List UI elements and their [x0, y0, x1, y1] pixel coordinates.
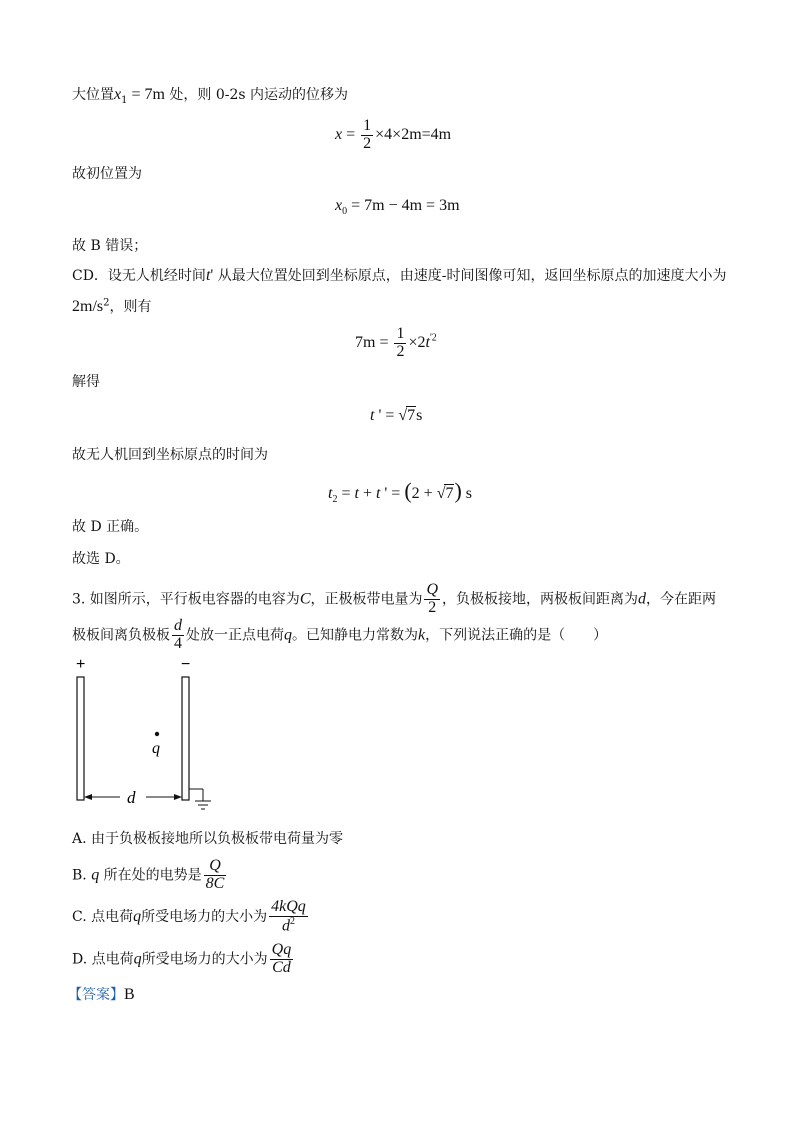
option-d	[72, 942, 295, 977]
answer-label: 【答案】	[68, 987, 124, 1003]
var: t	[370, 407, 375, 424]
label: D. 点电荷	[72, 951, 134, 968]
sub: 2	[332, 494, 338, 506]
text: 所受电场力的大小为	[141, 951, 268, 968]
solution-line-3: 故 B 错误；	[72, 238, 148, 254]
text: CD．设无人机经时间	[72, 268, 206, 284]
text: 大位置	[72, 87, 114, 103]
eq: = 7m	[127, 86, 165, 103]
numerator: Q	[426, 581, 439, 598]
negative-plate	[182, 677, 189, 800]
var-d: d	[638, 590, 647, 608]
paren-close: )	[454, 478, 462, 503]
option-c	[72, 899, 310, 935]
equation-1	[335, 118, 451, 153]
charge-dot	[155, 732, 159, 736]
denominator	[269, 916, 308, 935]
label: B.	[72, 867, 92, 884]
lhs: 7m =	[355, 333, 393, 351]
equation-2	[335, 197, 460, 217]
numerator: 1	[363, 117, 372, 134]
fraction	[269, 899, 308, 935]
positive-plate	[77, 677, 84, 800]
text: 3. 如图所示，平行板电容器的电容为	[72, 591, 300, 608]
paren-open: (	[404, 478, 412, 503]
text: 处，则 0-2s 内运动的位移为	[164, 87, 349, 103]
distance-label: d	[127, 788, 136, 807]
equation-5	[328, 478, 472, 505]
text: ，负极板接地，两极板间距离为	[442, 591, 639, 608]
ground-icon	[195, 801, 211, 809]
var-x: x	[114, 86, 122, 103]
text: ，则有	[109, 299, 152, 315]
text: 所在处的电势是	[99, 867, 202, 884]
answer-line	[68, 984, 135, 1004]
option-b	[72, 858, 228, 893]
var-k: k	[418, 626, 426, 644]
numerator: 4kQq	[271, 898, 306, 915]
eq: ' =	[380, 485, 405, 502]
solution-line-2: 故初位置为	[72, 166, 142, 182]
solution-line-5	[72, 296, 152, 316]
fraction	[172, 618, 184, 653]
var: t	[375, 485, 381, 502]
eq: =	[337, 485, 355, 502]
option-a: A. 由于负极板接地所以负极板带电荷量为零	[72, 831, 344, 847]
solution-line-1	[72, 84, 348, 106]
den-var: d	[281, 917, 290, 935]
numerator: d	[174, 617, 182, 634]
radicand: 7	[445, 485, 454, 502]
text: 处放一正点电荷	[186, 627, 284, 644]
numerator: Q	[209, 857, 221, 874]
var-C: C	[299, 590, 311, 608]
solution-line-6: 解得	[72, 374, 100, 390]
capacitor-figure	[60, 655, 230, 820]
sup: '2	[429, 332, 437, 344]
fraction	[361, 118, 373, 153]
var: t	[354, 485, 359, 502]
numerator: Qq	[271, 941, 292, 958]
equation-3	[355, 326, 437, 361]
solution-line-8: 故 D 正确。	[72, 519, 149, 535]
eq: =	[342, 125, 360, 143]
solution-line-4	[72, 265, 726, 285]
text: 。已知静电力常数为	[292, 627, 418, 644]
var-q: q	[91, 866, 100, 884]
text: ，下列说法正确的是（ ）	[425, 627, 608, 644]
var: t	[328, 485, 333, 502]
mid: ×2	[408, 333, 426, 351]
var-q: q	[133, 907, 142, 925]
radicand: 7	[407, 407, 416, 424]
var: t	[425, 333, 430, 351]
arrow-right-icon	[174, 794, 182, 800]
label: C. 点电荷	[72, 908, 134, 925]
text: 从最大位置处回到坐标原点，由速度-时间图像可知，返回坐标原点的加速度大小为	[213, 268, 727, 284]
charge-label: q	[152, 740, 160, 757]
solution-line-9: 故选 D。	[72, 551, 130, 567]
sup: 2	[103, 297, 110, 309]
solution-line-7: 故无人机回到坐标原点的时间为	[72, 447, 268, 463]
denominator: Cd	[270, 959, 294, 977]
denominator: 4	[174, 634, 182, 652]
sqrt: √7	[436, 485, 454, 502]
fraction	[394, 326, 406, 361]
two: 2 +	[411, 485, 437, 502]
arrow-left-icon	[84, 794, 92, 800]
unit: s	[416, 407, 423, 424]
sup: 2	[289, 915, 295, 927]
answer-value: B	[124, 986, 135, 1003]
text: ，今在距两	[646, 591, 717, 608]
fraction	[424, 582, 440, 617]
var-q: q	[284, 626, 292, 644]
fraction	[204, 858, 227, 893]
var: x	[335, 197, 343, 214]
fraction	[270, 942, 294, 977]
eq: ' =	[374, 407, 399, 424]
unit: s	[461, 485, 473, 502]
text: 极板间离负极板	[72, 627, 170, 644]
value: 2m/s	[72, 298, 104, 315]
equation-4	[370, 406, 422, 425]
rhs: = 7m − 4m = 3m	[347, 197, 460, 214]
denominator: 2	[396, 342, 405, 360]
sqrt: √7	[398, 407, 416, 424]
denominator: 8C	[205, 874, 225, 892]
question-line-1	[72, 582, 716, 617]
text: ，正极板带电量为	[310, 591, 423, 608]
sub: 0	[342, 206, 348, 218]
question-line-2	[72, 618, 607, 653]
var-t: t	[205, 267, 211, 284]
plus: +	[358, 485, 376, 502]
rhs: ×4×2m=4m	[375, 125, 452, 143]
plus-sign: +	[76, 656, 86, 673]
minus-sign: −	[181, 656, 191, 673]
sub: 1	[121, 94, 128, 106]
text: 所受电场力的大小为	[141, 908, 268, 925]
var: x	[335, 125, 343, 143]
var-q: q	[133, 950, 142, 968]
numerator: 1	[396, 325, 405, 342]
prime: '	[210, 267, 214, 284]
denominator: 2	[363, 134, 372, 152]
denominator: 2	[424, 599, 440, 617]
